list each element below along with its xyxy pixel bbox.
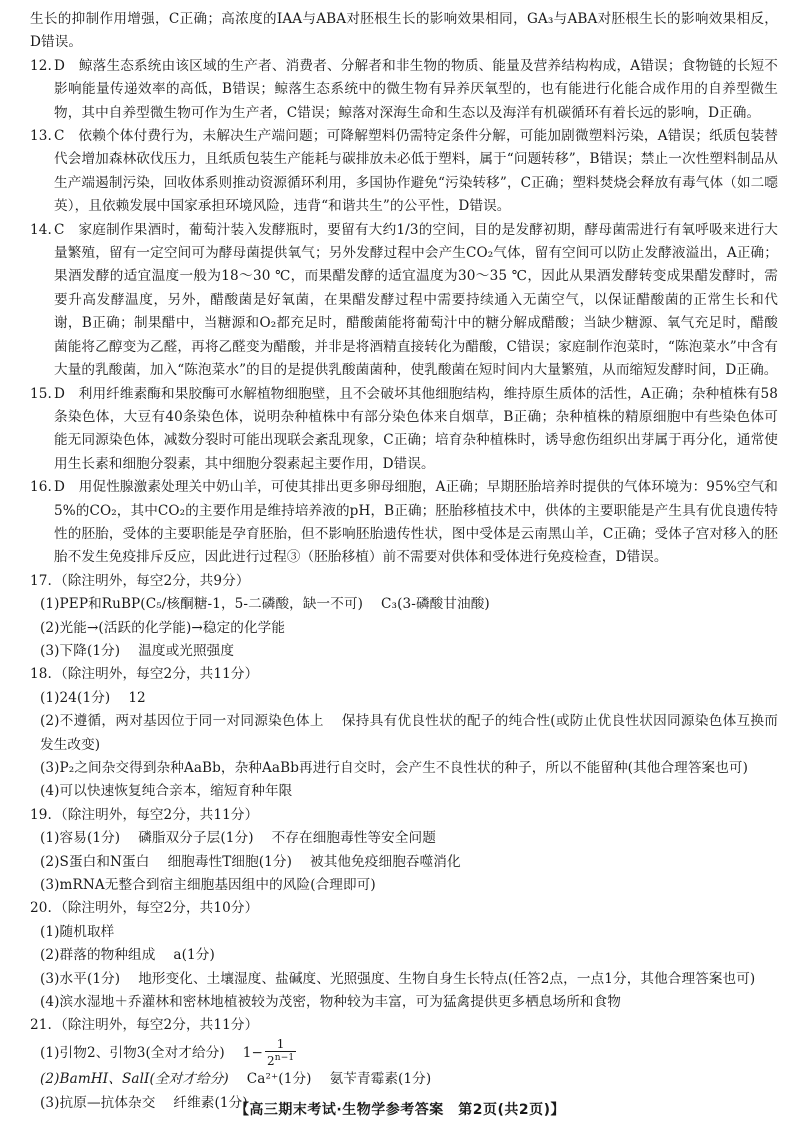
answer-21-part2: (2)BamHⅠ、SalⅠ(全对才给分) Ca²⁺(1分) 氨苄青霉素(1分)	[40, 1071, 432, 1088]
answer-19-part1: (1)容易(1分) 磷脂双分子层(1分) 不存在细胞毒性等安全问题	[40, 830, 436, 847]
answer-17-part3: (3)下降(1分) 温度或光照强度	[40, 642, 235, 659]
answer-19-header: 19. （除注明外，每空2分，共11分）	[30, 806, 259, 823]
formula: 1− $\frac{1}{2^{n-1}}$	[242, 1037, 295, 1069]
answer-18-header: 18. （除注明外，每空2分，共11分）	[30, 666, 259, 683]
answer-15: 15. D 利用纤维素酶和果胶酶可水解植物细胞壁，且不会破坏其他细胞结构，维持原生质体的活性，A正确；杂种植株有58条染色体，大豆有40条染色体，说明杂种植株中有部分染色体来自烟草，B正确；杂种植株的精原细胞中有些染色体可能无同源染色体，减数分裂时可能出现联会紊乱现象，C正确；培育杂种植株时，诱导愈伤组织出芽属于再分化，通常使用生长素和细胞分裂素，其中细胞分裂素起主要作用，D错误。	[30, 385, 778, 472]
answer-18-part2: (2)不遵循，两对基因位于同一对同源染色体上 保持具有优良性状的配子的纯合性(或防止优良性状因同源染色体互换而发生改变)	[40, 713, 778, 753]
answer-18-part4: (4)可以快速恢复纯合亲本，缩短育种年限	[40, 783, 293, 800]
fraction: $\frac{1}{2^{n-1}}$	[267, 1037, 295, 1069]
answer-12: 12. D 鲸落生态系统由该区域的生产者、消费者、分解者和非生物的物质、能量及营养结构构成，A错误；食物链的长短不影响能量传递效率的高低，B错误；鲸落生态系统中的微生物有异养厌氧型的，也有能进行化能合成作用的自养型微生物，其中自养型微生物可作为生产者，C错误；鲸落对深海生命和生态以及海洋有机碳循环有着长远的影响，D正确。	[30, 57, 778, 121]
answer-19-part3: (3)mRNA无整合到宿主细胞基因组中的风险(合理即可)	[40, 877, 376, 894]
answer-20-part4: (4)滨水湿地＋乔灌林和密林地植被较为茂密，物种较为丰富，可为猛禽提供更多栖息场所和食物	[40, 994, 621, 1011]
answer-21-part3: (3)抗原—抗体杂交 纤维素(1分)	[40, 1094, 248, 1111]
answer-18-part1: (1)24(1分) 12	[40, 689, 146, 706]
answer-17-header: 17. （除注明外，每空2分，共9分）	[30, 572, 250, 589]
answer-20-part2: (2)群落的物种组成 a(1分)	[40, 947, 215, 964]
continuation-text: 生长的抑制作用增强，C正确；高浓度的IAA与ABA对胚根生长的影响效果相同，GA₃与ABA对胚根生长的影响效果相反，D错误。	[30, 11, 778, 51]
answer-14: 14. C 家庭制作果酒时，葡萄汁装入发酵瓶时，要留有大约1/3的空间，目的是发酵初期，酵母菌需进行有氧呼吸来进行大量繁殖，留有一定空间可为酵母菌提供氧气；另外发酵过程中会产生CO₂气体，留有空间可以防止发酵液溢出，A正确；果酒发酵的适宜温度一般为18～30 ℃，而果醋发酵的适宜温度为30～35 ℃，因此从果酒发酵转变成果醋发酵时，需要升高发酵温度，另外，醋酸菌是好氧菌，在果醋发酵过程中需要持续通入无菌空气，以保证醋酸菌的正常生长和代谢，B正确；制果醋中，当糖源和O₂都充足时，醋酸菌能将葡萄汁中的糖分解成醋酸；当缺少糖源、氧气充足时，醋酸菌能将乙醇变为乙醛，再将乙醛变为醋酸，并非是将酒精直接转化为醋酸，C错误；家庭制作泡菜时，“陈泡菜水”中含有大量的乳酸菌，加入“陈泡菜水”的目的是提供乳酸菌菌种，使乳酸菌在短时间内大量繁殖，从而缩短发酵时间，D正确。	[30, 221, 778, 379]
answer-20-part3: (3)水平(1分) 地形变化、土壤湿度、盐碱度、光照强度、生物自身生长特点(任答2点，一点1分，其他合理答案也可)	[40, 970, 756, 987]
answer-21-header: 21. （除注明外，每空2分，共11分）	[30, 1017, 259, 1034]
answer-16: 16. D 用促性腺激素处理关中奶山羊，可使其排出更多卵母细胞，A正确；早期胚胎培养时提供的气体环境为：95%空气和5%的CO₂，其中CO₂的主要作用是维持培养液的pH，B正确；胚胎移植技术中，供体的主要职能是产生具有优良遗传特性的胚胎，受体的主要职能是孕育胚胎，但不影响胚胎遗传性状，图中受体是云南黑山羊，C正确；受体子宫对移入的胚胎不发生免疫排斥反应，因此进行过程③（胚胎移植）前不需要对供体和受体进行免疫检查，D错误。	[30, 479, 778, 566]
answer-19-part2: (2)S蛋白和N蛋白 细胞毒性T细胞(1分) 被其他免疫细胞吞噬消化	[40, 853, 461, 870]
answer-content	[30, 8, 778, 1115]
answer-20-header: 20. （除注明外，每空2分，共10分）	[30, 900, 259, 917]
answer-17-part1: (1)PEP和RuBP(C₅/核酮糖-1，5-二磷酸，缺一不可) C₃(3-磷酸甘油酸)	[40, 596, 490, 613]
answer-18-part3: (3)P₂之间杂交得到杂种AaBb，杂种AaBb再进行自交时，会产生不良性状的种子，所以不能留种(其他合理答案也可)	[40, 760, 749, 776]
page-footer: 【高三期末考试·生物学参考答案 第2页(共2页)】	[234, 1102, 566, 1118]
answer-17-part2: (2)光能→(活跃的化学能)→稳定的化学能	[40, 619, 286, 636]
answer-20-part1: (1)随机取样	[40, 923, 115, 940]
answer-21-part1: (1)引物2、引物3(全对才给分) 1− $\frac{1}{2^{n-1}}$	[30, 1038, 778, 1069]
answer-13: 13. C 依赖个体付费行为，未解决生产端问题；可降解塑料仍需特定条件分解，可能加剧微塑料污染，A错误；纸质包装替代会增加森林砍伐压力，且纸质包装生产能耗与碳排放未必低于塑料，属于“问题转移”，B错误；禁止一次性塑料制品从生产端遏制污染，回收体系则推动资源循环利用，多国协作避免“污染转移”，C正确；塑料焚烧会释放有毒气体（如二噁英），且依赖发展中国家承担环境风险，违背“和谐共生”的公平性，D错误。	[30, 128, 778, 215]
